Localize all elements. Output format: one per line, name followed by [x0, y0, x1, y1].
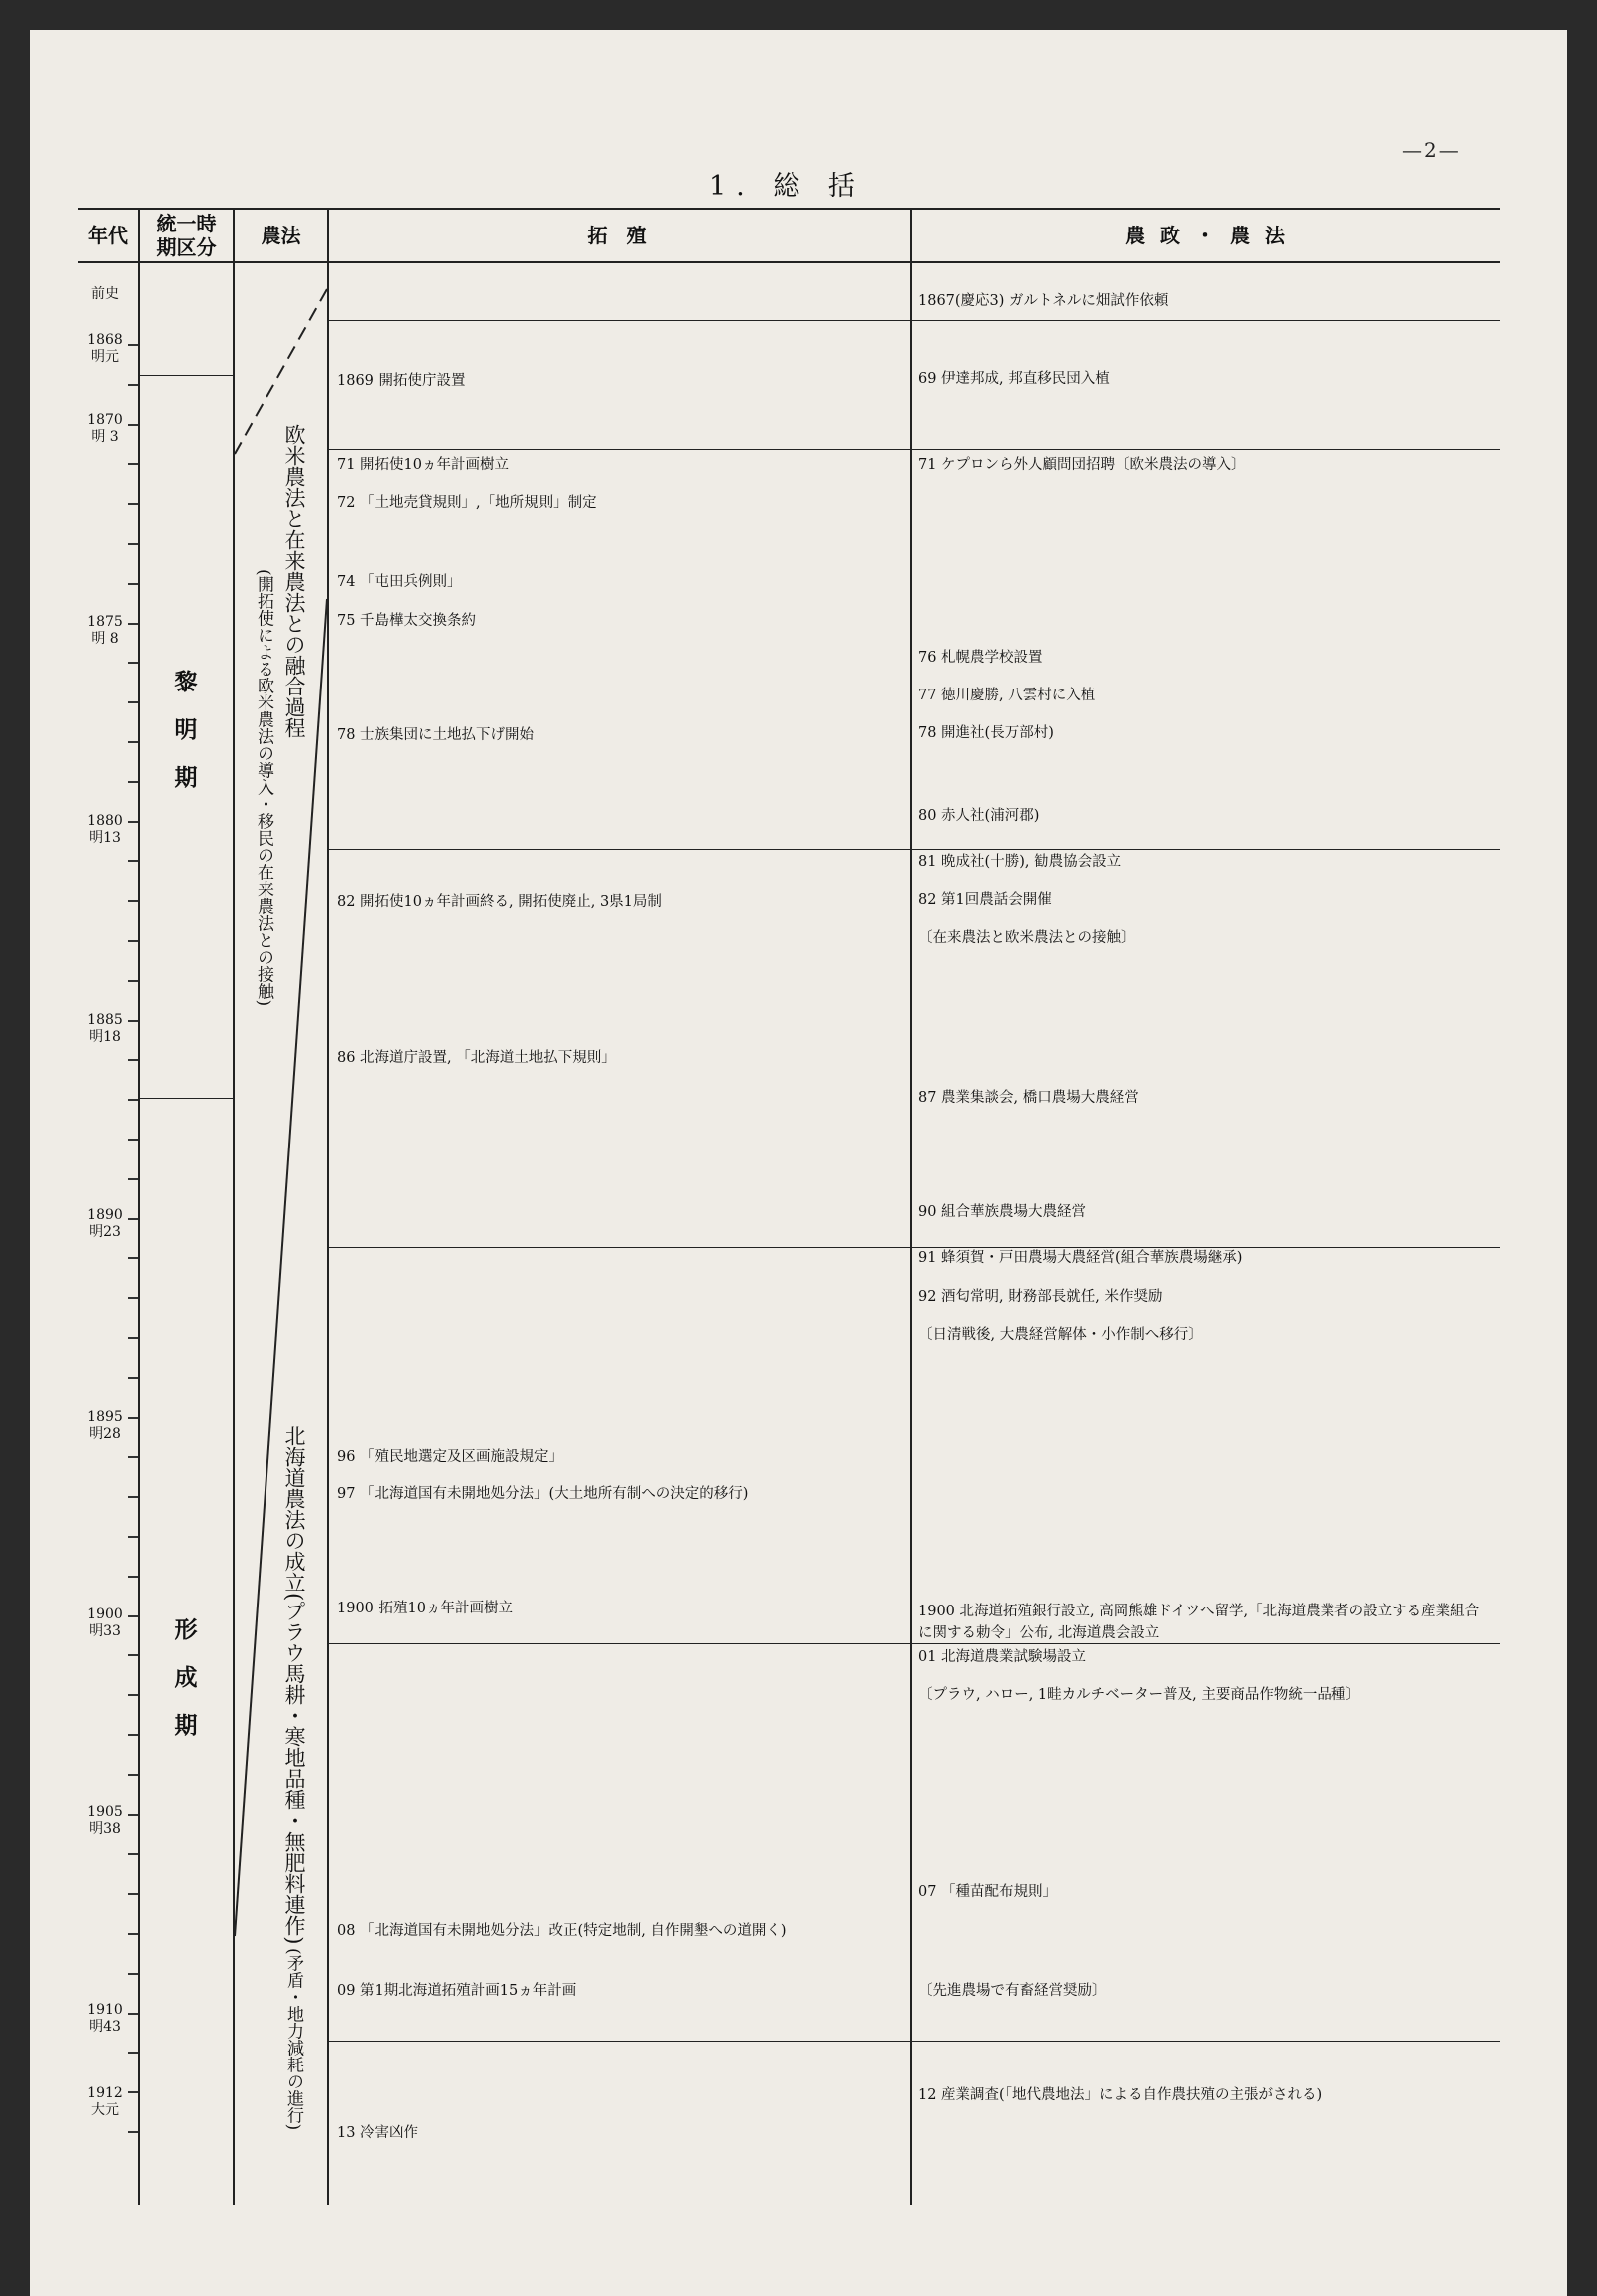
header-toitsu: 統一時 期区分 [156, 212, 217, 259]
nosei-entry: 〔日清戦後, 大農経営解体・小作制へ移行〕 [918, 1327, 1203, 1343]
header-nendai: 年代 [88, 224, 128, 247]
year-label: 前史 [91, 286, 119, 302]
year-label: 1912 大元 [87, 2085, 123, 2118]
header-nosei: 農 政 ・ 農 法 [1125, 224, 1289, 247]
page-number: —2— [1402, 138, 1461, 162]
year-label: 1910 明43 [87, 2002, 123, 2035]
takushoku-entry: 71 開拓使10ヵ年計画樹立 [337, 457, 510, 473]
year-label: 1870 明 3 [87, 412, 123, 445]
noho-phase2-sub: (矛盾・地力減耗の進行) [283, 1948, 303, 2131]
year-label: 1875 明 8 [87, 614, 123, 647]
era-keisei: 形 成 期 [174, 1616, 198, 1739]
year-label: 1890 明23 [87, 1207, 123, 1240]
takushoku-entry: 72 「土地売貸規則」,「地所規則」制定 [337, 495, 597, 511]
year-label: 1880 明13 [87, 813, 123, 846]
takushoku-entry: 75 千島樺太交換条約 [337, 613, 477, 629]
year-label: 1868 明元 [87, 332, 123, 365]
takushoku-entry: 09 第1期北海道拓殖計画15ヵ年計画 [337, 1983, 577, 1999]
nosei-entry: 81 晩成社(十勝), 勧農協会設立 [918, 854, 1122, 870]
nosei-entry: 12 産業調査(「地代農地法」による自作農扶殖の主張がされる) [918, 2087, 1323, 2103]
header-takushoku: 拓 殖 [587, 224, 653, 247]
nosei-entry: 82 第1回農話会開催 [918, 892, 1052, 908]
nosei-entry: 1867(慶応3) ガルトネルに畑試作依頼 [918, 293, 1169, 309]
nosei-entry: 77 徳川慶勝, 八雲村に入植 [918, 688, 1096, 703]
year-label: 1905 明38 [87, 1804, 123, 1837]
takushoku-entry: 13 冷害凶作 [337, 2125, 419, 2141]
era-reimei: 黎 明 期 [174, 669, 198, 791]
nosei-entry: 1900 北海道拓殖銀行設立, 高岡熊雄ドイツへ留学,「北海道農業者の設立する産業組合に関する勅令」公布, 北海道農会設立 [918, 1604, 1480, 1641]
takushoku-entry: 96 「殖民地選定及区画施設規定」 [337, 1449, 564, 1465]
noho-phase2-main: 北海道農法の成立(プラウ馬耕・寒地品種・無肥料連作) [282, 1425, 306, 1945]
takushoku-entry: 74 「屯田兵例則」 [337, 574, 462, 590]
nosei-entry: 〔在来農法と欧米農法との接触〕 [918, 930, 1136, 946]
nosei-entry: 91 蜂須賀・戸田農場大農経営(組合華族農場継承) [918, 1250, 1243, 1266]
takushoku-entry: 08 「北海道国有未開地処分法」改正(特定地制, 自作開墾への道開く) [337, 1923, 787, 1939]
nosei-entry: 07 「種苗配布規則」 [918, 1884, 1058, 1900]
nosei-entry: 90 組合華族農場大農経営 [918, 1204, 1087, 1220]
nosei-entry: 69 伊達邦成, 邦直移民団入植 [918, 371, 1110, 387]
takushoku-entry: 86 北海道庁設置, 「北海道土地払下規則」 [337, 1050, 616, 1066]
page-title: 1. 総 括 [709, 171, 865, 202]
nosei-entry: 〔プラウ, ハロー, 1畦カルチベーター普及, 主要商品作物統一品種〕 [918, 1687, 1360, 1703]
nosei-entry: 78 開進社(長万部村) [918, 725, 1054, 741]
year-label: 1900 明33 [87, 1607, 123, 1639]
nosei-entry: 01 北海道農業試験場設立 [918, 1649, 1087, 1665]
year-label: 1885 明18 [87, 1012, 123, 1045]
nosei-entry: 76 札幌農学校設置 [918, 650, 1043, 666]
header-noho: 農法 [261, 224, 301, 247]
takushoku-entry: 82 開拓使10ヵ年計画終る, 開拓使廃止, 3県1局制 [337, 894, 662, 910]
takushoku-entry: 97 「北海道国有未開地処分法」(大土地所有制への決定的移行) [337, 1486, 749, 1502]
nosei-entry: 87 農業集談会, 橋口農場大農経営 [918, 1090, 1139, 1106]
noho-phase1-sub: (開拓使による欧米農法の導入・移民の在来農法との接触) [254, 569, 273, 1007]
takushoku-entry: 1869 開拓使庁設置 [337, 373, 466, 389]
nosei-entry: 〔先進農場で有畜経営奨励〕 [918, 1983, 1107, 1999]
noho-phase1-main: 欧米農法と在来農法との融合過程 [282, 424, 306, 738]
nosei-entry: 71 ケプロンら外人顧問団招聘〔欧米農法の導入〕 [918, 457, 1246, 473]
takushoku-entry: 1900 拓殖10ヵ年計画樹立 [337, 1601, 513, 1616]
nosei-entry: 92 酒匂常明, 財務部長就任, 米作奨励 [918, 1289, 1163, 1305]
year-label: 1895 明28 [87, 1409, 123, 1442]
nosei-entry: 80 赤人社(浦河郡) [918, 808, 1040, 824]
takushoku-entry: 78 士族集団に土地払下げ開始 [337, 727, 535, 743]
